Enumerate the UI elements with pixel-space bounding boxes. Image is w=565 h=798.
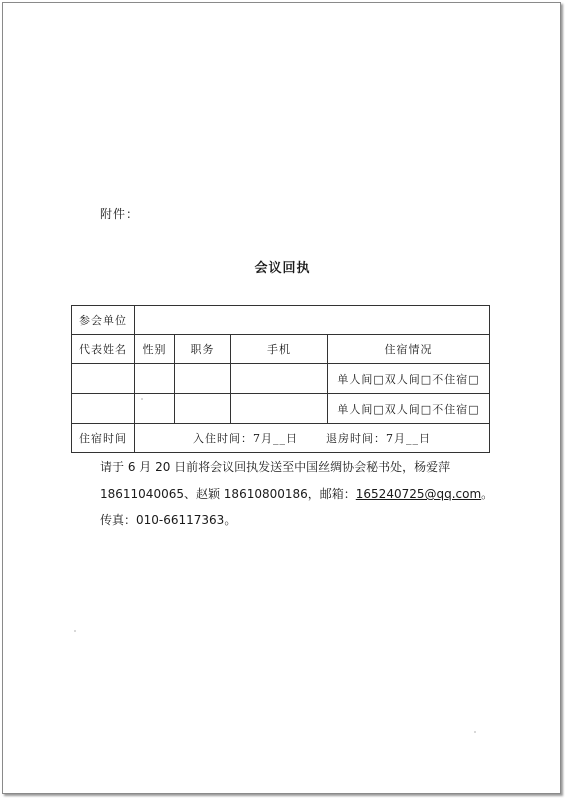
unit-value-cell[interactable] xyxy=(135,306,490,335)
receipt-table xyxy=(71,305,490,453)
position-cell[interactable] xyxy=(175,394,231,424)
scan-speck xyxy=(74,630,76,632)
lodging-time-cell[interactable] xyxy=(135,424,490,453)
scan-speck xyxy=(474,731,476,733)
document-title: 会议回执 xyxy=(254,261,311,276)
header-gender: 性别 xyxy=(135,335,175,364)
header-position: 职务 xyxy=(175,335,231,364)
notice-line-3: 传真：010-66117363。 xyxy=(100,513,237,527)
header-mobile: 手机 xyxy=(231,335,328,364)
scan-speck xyxy=(141,398,143,400)
notice-line-1: 请于 6 月 20 日前将会议回执发送至中国丝绸协会秘书处，杨爱萍 xyxy=(100,460,451,474)
table-header-row xyxy=(72,335,490,364)
table-row xyxy=(72,394,490,424)
header-lodging: 住宿情况 xyxy=(328,335,490,364)
position-cell[interactable] xyxy=(175,364,231,394)
attachment-label: 附件： xyxy=(100,207,140,221)
contact-text: 18611040065、赵颖 18610800186，邮箱： xyxy=(100,487,356,501)
email-link[interactable]: 165240725@qq.com xyxy=(355,487,482,501)
table-row xyxy=(72,364,490,394)
mobile-cell[interactable] xyxy=(231,394,328,424)
checkout-text: 退房时间：7月__日 xyxy=(326,432,431,445)
mobile-cell[interactable] xyxy=(231,364,328,394)
lodging-options-cell[interactable]: 单人间□双人间□不住宿□ xyxy=(328,364,490,394)
name-cell[interactable] xyxy=(72,364,135,394)
lodging-time-label: 住宿时间 xyxy=(72,424,135,453)
checkin-text: 入住时间：7月__日 xyxy=(193,432,298,445)
table-row-unit xyxy=(72,306,490,335)
notice-line-2 xyxy=(100,486,493,502)
gender-cell[interactable] xyxy=(135,364,175,394)
name-cell[interactable] xyxy=(72,394,135,424)
header-name: 代表姓名 xyxy=(72,335,135,364)
notice-line-2-suffix: 。 xyxy=(481,487,494,501)
lodging-options-cell[interactable]: 单人间□双人间□不住宿□ xyxy=(328,394,490,424)
unit-label-cell: 参会单位 xyxy=(72,306,135,335)
table-row-lodging-time xyxy=(72,424,490,453)
